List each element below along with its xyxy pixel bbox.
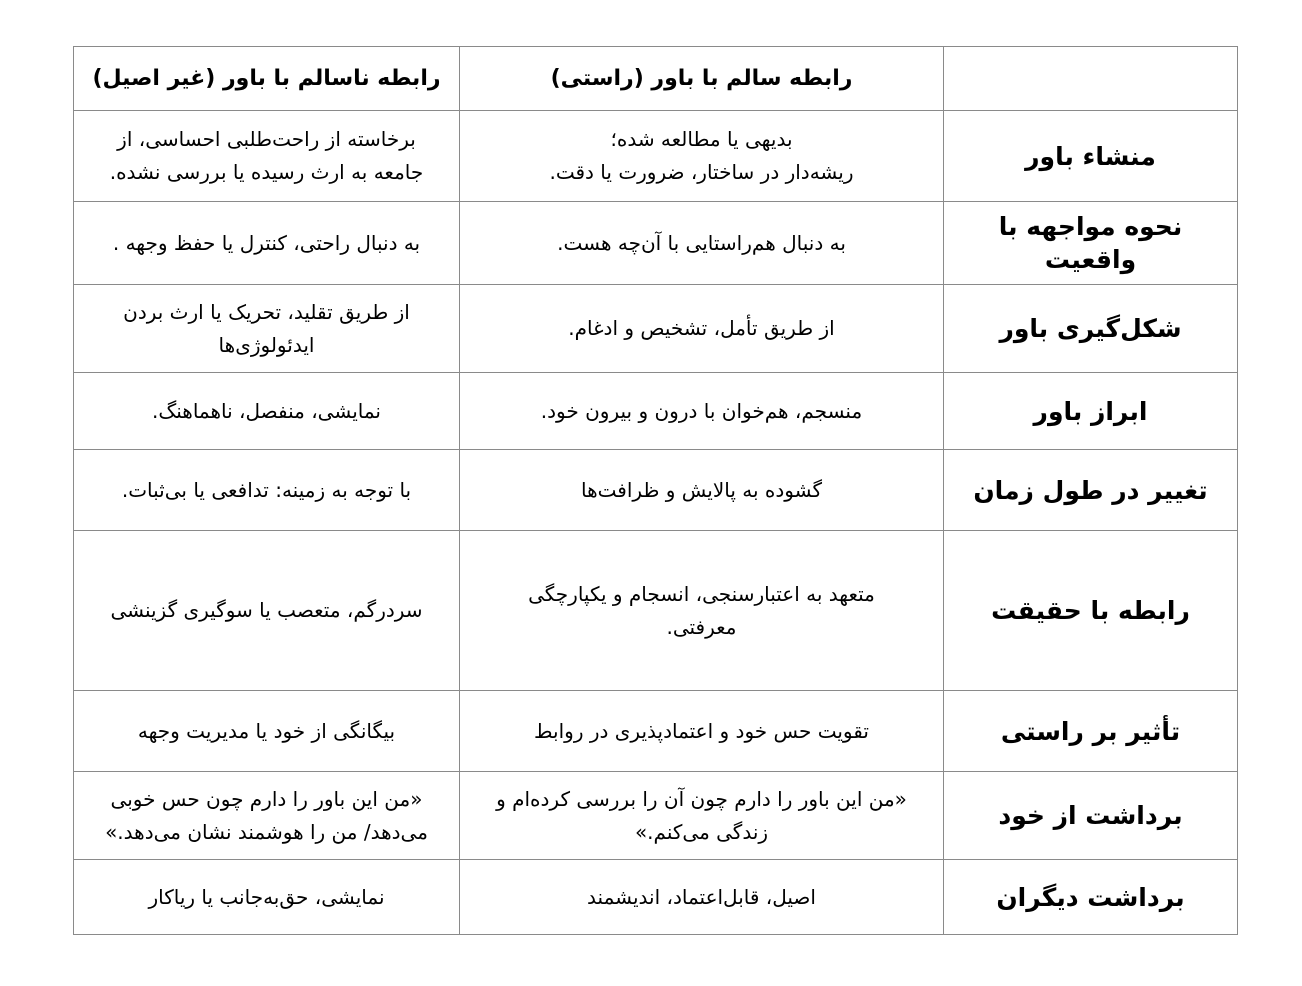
cell-line: «من این باور را دارم چون حس خوبی xyxy=(110,786,423,811)
cell-line: بدیهی یا مطالعه شده؛ xyxy=(610,127,793,151)
cell-line: با توجه به زمینه: تدافعی یا بی‌ثبات. xyxy=(121,477,412,502)
unhealthy-cell xyxy=(74,450,460,531)
cell-line: نمایشی، حق‌به‌جانب یا ریاکار xyxy=(148,884,385,909)
unhealthy-cell xyxy=(74,111,460,202)
cell-line: متعهد به اعتبارسنجی، انسجام و یکپارچگی xyxy=(528,581,875,606)
healthy-cell xyxy=(460,111,944,202)
row-label: تغییر در طول زمان xyxy=(944,450,1238,531)
cell-line: گشوده به پالایش و ظرافت‌ها xyxy=(581,477,822,502)
header-healthy: رابطه سالم با باور (راستی) xyxy=(460,47,944,111)
table-row xyxy=(74,111,1238,202)
healthy-cell xyxy=(460,285,944,373)
healthy-cell xyxy=(460,531,944,691)
healthy-cell xyxy=(460,772,944,860)
cell-line: زندگی می‌کنم.» xyxy=(634,819,769,844)
cell-line: نمایشی، منفصل، ناهماهنگ. xyxy=(152,398,381,423)
header-unhealthy: رابطه ناسالم با باور (غیر اصیل) xyxy=(74,47,460,111)
unhealthy-cell xyxy=(74,860,460,935)
table-row xyxy=(74,285,1238,373)
table-row xyxy=(74,450,1238,531)
cell-line: جامعه به ارث رسیده یا بررسی نشده. xyxy=(109,160,424,184)
unhealthy-cell xyxy=(74,202,460,285)
cell-line: به دنبال راحتی، کنترل یا حفظ وجهه . xyxy=(112,230,421,255)
unhealthy-cell xyxy=(74,285,460,373)
cell-line: معرفتی. xyxy=(666,614,737,639)
cell-line: تقویت حس خود و اعتمادپذیری در روابط xyxy=(534,718,869,743)
cell-line: از طریق تقلید، تحریک یا ارث بردن xyxy=(123,299,410,324)
row-label: برداشت از خود xyxy=(944,772,1238,860)
cell-line: از طریق تأمل، تشخیص و ادغام. xyxy=(568,316,835,340)
table-row xyxy=(74,531,1238,691)
healthy-cell xyxy=(460,860,944,935)
row-label: نحوه مواجهه با واقعیت xyxy=(944,202,1238,285)
row-label: منشاء باور xyxy=(944,111,1238,202)
healthy-cell xyxy=(460,373,944,450)
cell-line: ریشه‌دار در ساختار، ضرورت یا دقت. xyxy=(549,160,854,184)
table-row xyxy=(74,691,1238,772)
healthy-cell xyxy=(460,450,944,531)
unhealthy-cell xyxy=(74,531,460,691)
cell-line: بیگانگی از خود یا مدیریت وجهه xyxy=(137,718,396,743)
cell-line: اصیل، قابل‌اعتماد، اندیشمند xyxy=(587,884,816,909)
cell-line: سردرگم، متعصب یا سوگیری گزینشی xyxy=(110,598,423,622)
belief-comparison-table xyxy=(73,46,1238,935)
unhealthy-cell xyxy=(74,691,460,772)
row-label: تأثیر بر راستی xyxy=(944,691,1238,772)
header-row xyxy=(74,47,1238,111)
cell-line: منسجم، هم‌خوان با درون و بیرون خود. xyxy=(540,398,863,423)
cell-line: برخاسته از راحت‌طلبی احساسی، از xyxy=(117,127,416,151)
header-label-cell xyxy=(944,47,1238,111)
table-row xyxy=(74,860,1238,935)
row-label: ابراز باور xyxy=(944,373,1238,450)
cell-line: می‌دهد/ من را هوشمند نشان می‌دهد.» xyxy=(105,819,428,844)
table-row xyxy=(74,202,1238,285)
cell-line: به دنبال هم‌راستایی با آن‌چه هست. xyxy=(557,230,846,255)
healthy-cell xyxy=(460,691,944,772)
unhealthy-cell xyxy=(74,373,460,450)
row-label: رابطه با حقیقت xyxy=(944,531,1238,691)
row-label: برداشت دیگران xyxy=(944,860,1238,935)
healthy-cell xyxy=(460,202,944,285)
cell-line: «من این باور را دارم چون آن را بررسی کرده‌ام و xyxy=(496,786,907,811)
table-row xyxy=(74,772,1238,860)
table-row xyxy=(74,373,1238,450)
cell-line: ایدئولوژی‌ها xyxy=(218,332,315,357)
row-label: شکل‌گیری باور xyxy=(944,285,1238,373)
unhealthy-cell xyxy=(74,772,460,860)
